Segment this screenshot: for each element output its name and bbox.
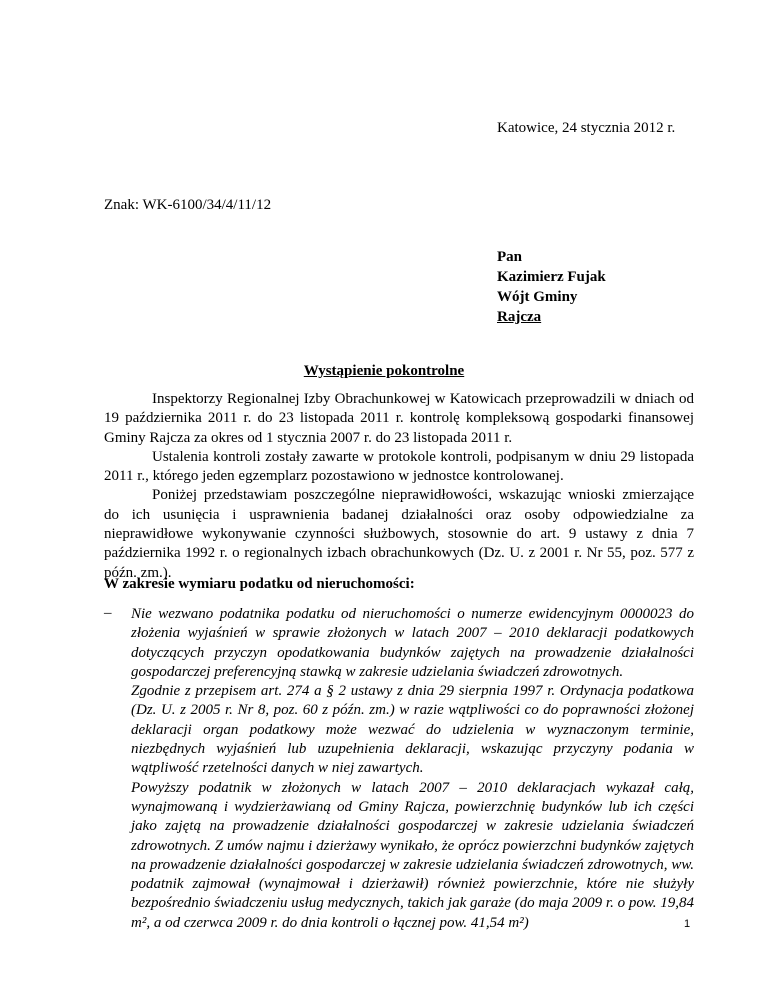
reference-number: Znak: WK-6100/34/4/11/12 (104, 197, 272, 213)
list-paragraph: Zgodnie z przepisem art. 274 a § 2 ustawy z dnia 29 sierpnia 1997 r. Ordynacja podatkowa (Dz. U. z 2005 r. Nr 8, poz. 60 z późn. zm.) w razie wątpliwości co do poprawności złożonej deklaracji organ podatkowy może wezwać do udzielenia w wyznaczonym terminie, niezbędnych wyjaśnień lub uzupełnienia deklaracji, wskazując przyczyny podania w wątpliwość rzetelności danych w niej zawartych. (131, 683, 694, 777)
document-heading: Wystąpienie pokontrolne (303, 363, 465, 379)
list-item (131, 605, 694, 933)
addressee-block (497, 247, 606, 327)
addressee-municipality: Rajcza (497, 309, 542, 325)
body-paragraph: Inspektorzy Regionalnej Izby Obrachunkowej w Katowicach przeprowadzili w dniach od 19 października 2011 r. do 23 listopada 2011 r. kontrolę kompleksową gospodarki finansowej Gminy Rajcza za okres od 1 stycznia 2007 r. do 23 listopada 2011 r. (104, 391, 694, 446)
list-paragraph: Powyższy podatnik w złożonych w latach 2007 – 2010 deklaracjach wykazał całą, wynajmowaną i wydzierżawianą od Gminy Rajcza, powierzchnię budynków lub ich części jako zajętą na prowadzenie działalności gospodarczej w zakresie udzielania świadczeń zdrowotnych. Z umów najmu i dzierżawy wynikało, że oprócz powierzchni budynków zajętych na prowadzenie działalności gospodarczej w zakresie udzielania świadczeń zdrowotnych, ww. podatnik zajmował (wynajmował i dzierżawił) również powierzchnie, które nie służyły bezpośrednio świadczeniu usług medycznych, takich jak garaże (do maja 2009 r. o pow. 19,84 m², a od czerwca 2009 r. do dnia kontroli o łącznej pow. 41,54 m²) (131, 779, 694, 931)
body-text (104, 390, 694, 583)
addressee-name: Kazimierz Fujak (497, 269, 606, 285)
addressee-salutation: Pan (497, 249, 523, 265)
page-number: 1 (684, 918, 691, 930)
list-dash: – (104, 605, 112, 621)
body-paragraph: Poniżej przedstawiam poszczególne nieprawidłowości, wskazując wnioski zmierzające do ich usunięcia i usprawnienia badanej działalności oraz osoby odpowiedzialne za nieprawidłowe wykonywanie czynności służbowych, stosownie do art. 9 ustawy z dnia 7 października 1992 r. o regionalnych izbach obrachunkowych (Dz. U. z 2001 r. Nr 55, poz. 577 z późn. zm.). (104, 487, 694, 581)
body-paragraph: Ustalenia kontroli zostały zawarte w protokole kontroli, podpisanym w dniu 29 listopada 2011 r., którego jeden egzemplarz pozostawiono w jednostce kontrolowanej. (104, 448, 694, 485)
list-paragraph: Nie wezwano podatnika podatku od nieruchomości o numerze ewidencyjnym 0000023 do złożenia wyjaśnień w sprawie złożonych w latach 2007 – 2010 deklaracji podatkowych dotyczących przyczyn opodatkowania budynków zajętych na prowadzenie działalności gospodarczej preferencyjną stawką w zakresie udzielania świadczeń zdrowotnych. (131, 606, 694, 680)
date-line: Katowice, 24 stycznia 2012 r. (497, 120, 676, 136)
section-title: W zakresie wymiaru podatku od nieruchomości: (104, 576, 415, 592)
addressee-title: Wójt Gminy (497, 289, 578, 305)
